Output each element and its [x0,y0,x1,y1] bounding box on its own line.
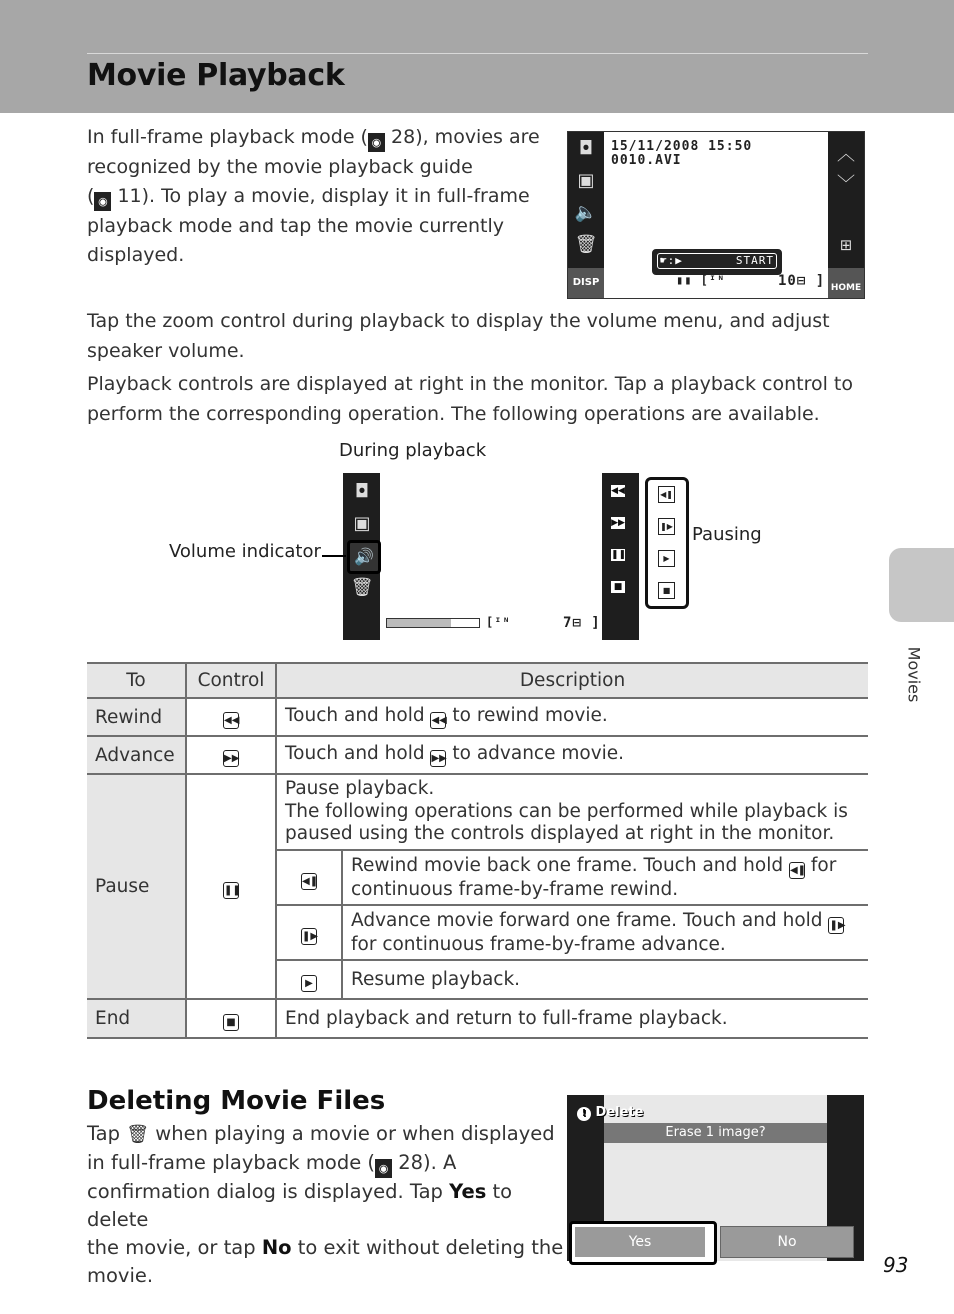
stop-icon[interactable]: ■ [611,581,625,593]
rewind-icon: ◀◀ [430,712,446,729]
during-playback-screen [343,473,639,640]
advance-icon[interactable]: ▶▶ [611,518,625,528]
page-number: 93 [883,1253,909,1277]
trash-icon[interactable]: 🗑 [350,577,374,598]
table-row [87,698,868,736]
table-row [87,774,868,850]
header-rule [87,53,868,54]
intro-paragraph: In full-frame playback mode ( ◉ 28), movies are recognized by the movie playback guide ( ◉ 11). To play a movie, display it in full-frame playback mode and tap the movie currently displayed. [87,126,540,266]
resume-icon[interactable]: ▶ [658,550,675,567]
sub-control-cell [276,905,342,960]
pausing-controls-box [645,477,689,609]
control-cell [186,999,276,1038]
thumbnail-icon[interactable]: ⊞ [839,236,853,254]
header-to: To [87,663,186,698]
remaining-count: 10⊟ ] [778,273,826,289]
sub-control-cell [276,850,342,905]
no-button[interactable]: No [720,1226,854,1258]
chevron-down-icon[interactable]: ﹀ [837,174,855,195]
progress-fill [387,619,451,627]
section-title: Deleting Movie Files [87,1086,386,1116]
disp-button[interactable]: DISP [568,268,604,298]
camera-icon[interactable]: ◘ [354,481,370,502]
table-header-row [87,663,868,698]
yes-button[interactable]: Yes [575,1227,705,1257]
control-cell [186,774,276,999]
page-ref-icon: ◉ [94,192,111,211]
right-control-bar [828,132,864,298]
rewind-icon: ◀◀ [223,712,239,729]
frame-advance-icon: ❚▶ [301,928,317,945]
page-ref-icon: ◉ [375,1159,392,1178]
sub-control-cell [276,960,342,999]
dialog-question: Erase 1 image? [604,1123,827,1143]
playback-icon[interactable]: ▣ [353,513,371,534]
trash-icon: 🗑 [126,1124,150,1145]
delete-paragraph: Tap 🗑 when playing a movie or when displayed in full-frame playback mode ( ◉ 28). A confirmation dialog is displayed. Tap Yes to delete the movie, or tap No to exit without deleting the movie. [87,1122,564,1287]
table-row [87,736,868,774]
datetime-readout: 15/11/2008 15:50 [611,139,753,154]
dialog-title: ! Delete [577,1105,643,1121]
pausing-label: Pausing [692,524,762,545]
controls-paragraph: Playback controls are displayed at right in the monitor. Tap a playback control to perform the corresponding operation. The following operations are available. [87,373,853,425]
page-title: Movie Playback [87,58,345,93]
advance-icon: ▶▶ [430,750,446,767]
remaining-count: 7⊟ ] [563,615,601,631]
section-tab-label: Movies [904,646,924,703]
page-ref-icon: ◉ [368,133,385,152]
frame-rewind-icon: ◀❚ [789,862,805,879]
sub-description: Advance movie forward one frame. Touch and hold ❚▶ for continuous frame-by-frame advance. [342,905,868,960]
memory-icon: [ᴵᴺ [486,615,511,629]
end-icon: ■ [223,1014,239,1031]
playback-screen [567,131,865,299]
filename-readout: 0010.AVI [611,153,682,168]
control-cell [186,736,276,774]
home-button[interactable]: HOME [828,268,864,298]
progress-bar [386,618,480,628]
start-guide-button[interactable] [652,249,782,275]
control-cell [186,698,276,736]
row-description: Pause playback. The following operations can be performed while playback is paused using the controls displayed at right in the monitor. [276,774,868,850]
volume-indicator-label: Volume indicator [169,541,321,562]
touch-icon: ☛:▶ [660,254,683,267]
header-band [0,0,954,113]
delete-dialog-screen [567,1095,864,1261]
sub-description: Rewind movie back one frame. Touch and hold ◀❚ for continuous frame-by-frame rewind. [342,850,868,905]
row-description: Touch and hold ▶▶ to advance movie. [276,736,868,774]
pause-icon[interactable]: ❚❚ [611,550,627,560]
diagram-caption: During playback [339,440,487,461]
memory-icon: ▮▮ [ᴵᴺ [676,273,726,287]
pause-icon: ❚❚ [223,882,239,899]
frame-advance-icon: ❚▶ [828,917,844,934]
end-icon[interactable]: ■ [658,582,675,599]
row-description: Touch and hold ◀◀ to rewind movie. [276,698,868,736]
leader-line [322,555,346,557]
resume-icon: ▶ [301,975,317,992]
frame-rewind-icon[interactable]: ◀❚ [658,486,675,503]
playback-icon[interactable]: ▣ [577,170,595,191]
sub-description: Resume playback. [342,960,868,999]
frame-advance-icon[interactable]: ❚▶ [658,518,675,535]
left-control-bar [568,132,604,298]
header-control: Control [186,663,276,698]
camera-icon[interactable]: ◘ [578,138,594,159]
volume-icon[interactable]: 🔊 [347,540,381,574]
header-description: Description [276,663,868,698]
row-description: End playback and return to full-frame playback. [276,999,868,1038]
frame-rewind-icon: ◀❚ [301,873,317,890]
rewind-icon[interactable]: ◀◀ [611,486,625,496]
warning-icon: ! [577,1107,591,1121]
row-to: Advance [87,736,186,774]
section-tab[interactable] [889,548,954,622]
chevron-up-icon[interactable]: ︿ [837,144,855,165]
row-to: End [87,999,186,1038]
speaker-icon[interactable]: 🔈 [574,202,598,223]
table-row [87,999,868,1038]
trash-icon[interactable]: 🗑 [574,234,598,255]
yes-button-frame [569,1221,717,1265]
row-to: Pause [87,774,186,999]
zoom-paragraph: Tap the zoom control during playback to display the volume menu, and adjust speaker volume. [87,310,830,362]
start-label: ☛:▶ START [657,253,777,269]
advance-icon: ▶▶ [223,750,239,767]
operations-table [87,662,868,1039]
row-to: Rewind [87,698,186,736]
